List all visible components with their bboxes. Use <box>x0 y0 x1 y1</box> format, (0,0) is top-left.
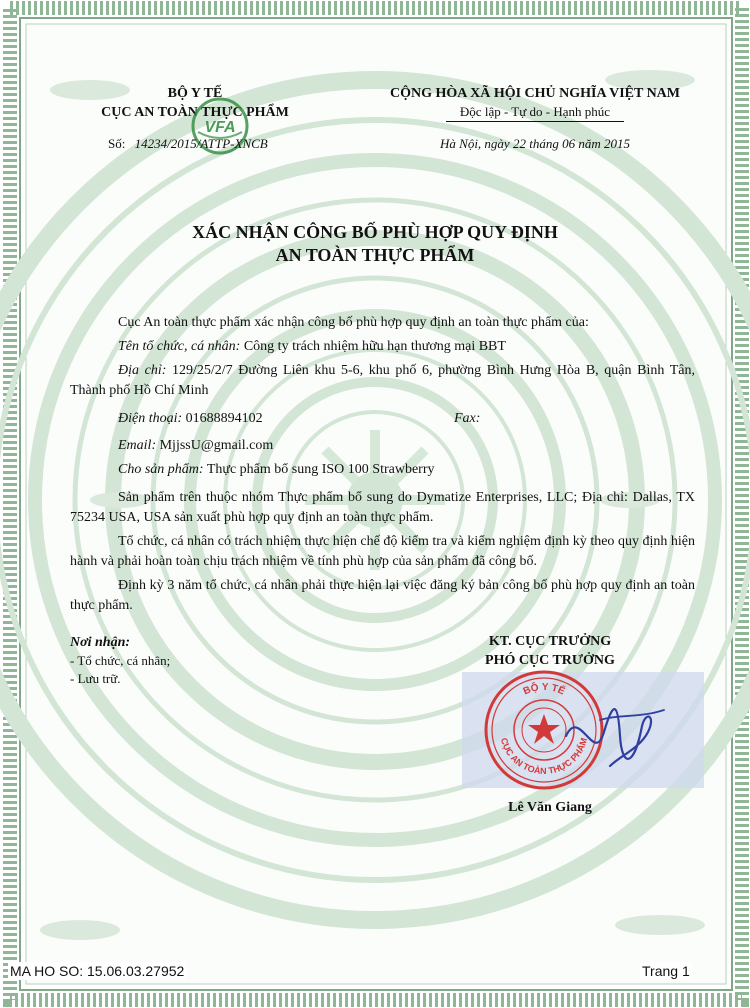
phone-value: 01688894102 <box>185 411 263 426</box>
document-title: XÁC NHẬN CÔNG BỐ PHÙ HỢP QUY ĐỊNH <box>192 222 558 242</box>
svg-text:BỘ Y TẾ <box>522 680 568 697</box>
document-number-label: Số: <box>108 136 126 151</box>
signer-authority: KT. CỤC TRƯỞNG <box>488 634 612 649</box>
country-name: CỘNG HÒA XÃ HỘI CHỦ NGHĨA VIỆT NAM <box>389 86 680 101</box>
org-label: Tên tổ chức, cá nhân: <box>118 339 241 354</box>
phone-label: Điện thoại: <box>118 411 183 426</box>
department-name: CỤC AN TOÀN THỰC PHẨM <box>101 105 289 120</box>
seal-top-text: BỘ Y TẾ <box>521 681 567 698</box>
recipient-item: - Tổ chức, cá nhân; <box>70 653 171 668</box>
vfa-logo-text: VFA <box>204 119 236 136</box>
signer-title: PHÓ CỤC TRƯỞNG <box>485 653 615 668</box>
recipients-title: Nơi nhận: <box>70 635 131 650</box>
intro-text: Cục An toàn thực phẩm xác nhận công bố phù hợp quy định an toàn thực phẩm của: <box>118 315 589 330</box>
address-value: 129/25/2/7 Đường Liên khu 5-6, khu phố 6, phường Bình Hưng Hòa B, quận Bình Tân, Thành phố Hồ Chí Minh <box>70 363 695 398</box>
place-and-date: Hà Nội, ngày 22 tháng 06 năm 2015 <box>440 136 630 151</box>
renewal-paragraph: Định kỳ 3 năm tổ chức, cá nhân phải thực hiện lại việc đăng ký bản công bố phù hợp quy định an toàn thực phẩm. <box>70 578 695 613</box>
product-value: Thực phẩm bổ sung ISO 100 Strawberry <box>206 462 435 477</box>
org-value: Công ty trách nhiệm hữu hạn thương mại BBT <box>243 339 506 354</box>
address-label: Địa chỉ: <box>118 363 167 378</box>
document-number: 14234/2015/ATTP-XNCB <box>134 136 268 151</box>
product-label: Cho sản phẩm: <box>118 462 204 477</box>
file-code: MA HO SO: 15.06.03.27952 <box>10 963 185 979</box>
email-label: Email: <box>118 438 157 453</box>
manufacturer-paragraph: Sản phẩm trên thuộc nhóm Thực phẩm bổ sung do Dymatize Enterprises, LLC; Địa chỉ: Dallas, TX 75234 USA, USA sản xuất phù hợp quy định an toàn thực phẩm. <box>70 490 695 525</box>
ministry-name: BỘ Y TẾ <box>167 86 223 101</box>
national-motto: Độc lập - Tự do - Hạnh phúc <box>446 104 624 122</box>
signer-name: Lê Văn Giang <box>508 800 592 815</box>
handwritten-signature <box>560 696 670 776</box>
email-value: MjjssU@gmail.com <box>159 438 274 453</box>
document-subtitle: AN TOÀN THỰC PHẨM <box>275 245 475 265</box>
fax-label: Fax: <box>454 411 481 426</box>
page-number: Trang 1 <box>642 963 690 979</box>
responsibility-paragraph: Tổ chức, cá nhân có trách nhiệm thực hiện chế độ kiểm tra và kiểm nghiệm định kỳ theo quy định hiện hành và phải hoàn toàn chịu trách nhiệm về tính phù hợp của sản phẩm đã công bố. <box>70 534 695 569</box>
seal-bottom-text: CỤC AN TOÀN THỰC PHẨM <box>498 736 590 777</box>
recipient-item: - Lưu trữ. <box>70 671 121 686</box>
